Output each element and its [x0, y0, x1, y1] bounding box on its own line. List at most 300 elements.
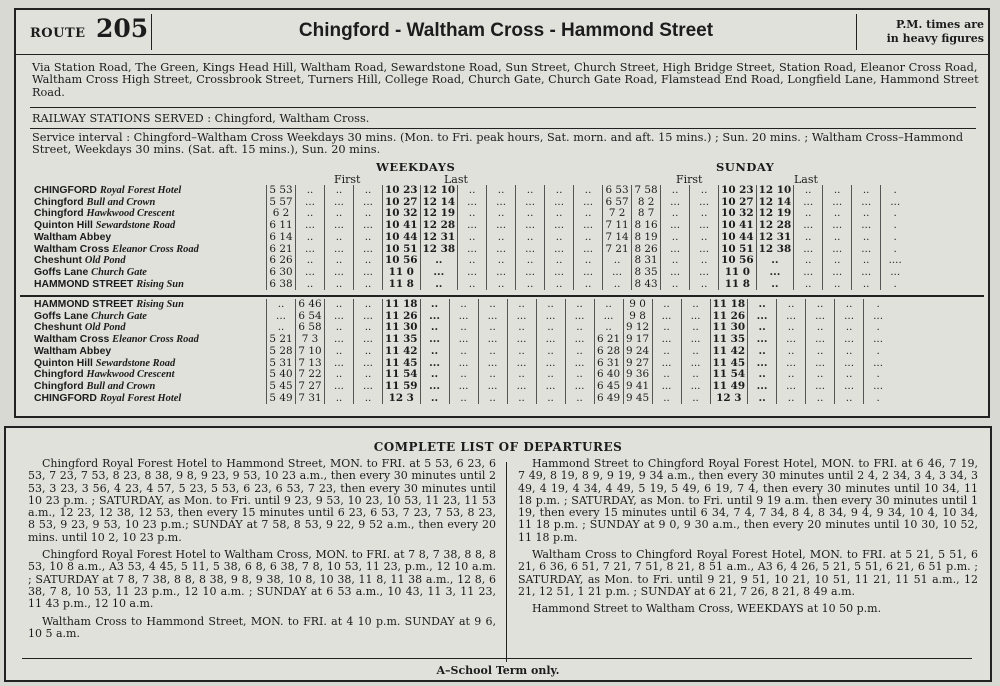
stop-name	[32, 208, 267, 220]
time-cell: ..	[516, 255, 545, 267]
time-cell: ..	[652, 322, 681, 334]
time-cell: 11 35	[383, 334, 421, 346]
time-cell: 5 53	[267, 185, 296, 197]
time-cell: 11 8	[383, 279, 421, 291]
time-cell: ..	[823, 185, 852, 197]
time-cell: ..	[487, 185, 516, 197]
time-cell: 11 59	[383, 381, 421, 393]
departure-paragraph: Waltham Cross to Chingford Royal Forest Hotel, MON. to FRI. at 5 21, 5 51, 6 21, 6 36, 6 51, 7 21, 7 51, 8 21, 8 51 a.m., A3 6, 4 26, 5 21, 5 51, 6 21, 6 51 p.m. ; SATURDAY, as Mon. to Fri. until 9 21, 9 51, 10 21, 10 51, 11 21, 11 51 a.m., 12 21, 12 51, 1 21 p.m. ; SUNDAY at 6 21, 7 26, 8 21, 8 49 a.m.	[518, 548, 978, 598]
time-cell: ...	[794, 220, 823, 232]
time-cell: 7 14	[603, 232, 632, 244]
time-cell: ..	[661, 208, 690, 220]
time-cell: ..	[354, 185, 383, 197]
stop-name	[32, 322, 267, 334]
time-cell: ..	[806, 346, 835, 358]
stop-via: Old Pond	[84, 322, 126, 334]
departure-paragraph: Hammond Street to Chingford Royal Forest Hotel, MON. to FRI. at 6 46, 7 19, 7 49, 8 19, 8 9, 9 19, 9 34 a.m., then every 30 minutes until 2 4, 2 34, 3 4, 3 34, 3 49, 4 19, 4 34, 4 49, 5 19, 5 49, 6 19, 7 4, then every 30 minutes until 10 34, 11 18 p.m. ; SATURDAY, as Mon. to Fri. until 9 19 a.m. then every 30 minutes until 1 19, then every 15 minutes until 6 34, 7 4, 7 34, 8 4, 8 34, 9 4, 9 34, 10 4, 10 34, 11 18 p.m. ; SUNDAY at 9 0, 9 30 a.m., then every 20 minutes until 10 30, 10 52, 11 18 p.m.	[518, 457, 978, 544]
time-cell: ..	[852, 208, 881, 220]
stop-name	[32, 311, 267, 323]
stop-via: Royal Forest Hotel	[99, 392, 182, 404]
time-cell: ...	[487, 220, 516, 232]
time-cell: ..	[325, 369, 354, 381]
time-cell: ..	[823, 255, 852, 267]
stop-name	[32, 279, 267, 291]
header-divider	[151, 14, 152, 50]
footnote: A–School Term only.	[436, 664, 560, 677]
departure-paragraph: Hammond Street to Waltham Cross, WEEKDAYS at 10 50 p.m.	[532, 602, 882, 616]
time-cell: ...	[420, 334, 449, 346]
time-cell: ..	[794, 255, 823, 267]
time-cell: 8 26	[632, 244, 661, 256]
time-cell: ..	[545, 208, 574, 220]
time-cell: ..	[516, 208, 545, 220]
time-cell: ..	[835, 299, 864, 311]
time-cell: ...	[354, 358, 383, 370]
stop-name	[32, 369, 267, 381]
time-cell: ...	[536, 334, 565, 346]
time-cell: ..	[354, 346, 383, 358]
time-cell: 12 28	[420, 220, 458, 232]
time-cell: 5 40	[267, 369, 296, 381]
time-cell: .	[864, 393, 893, 405]
time-cell: ...	[507, 311, 536, 323]
time-cell: ...	[536, 381, 565, 393]
stop-via: Eleanor Cross Road	[112, 243, 199, 255]
time-cell: ..	[690, 185, 719, 197]
time-cell: ..	[449, 369, 478, 381]
time-cell: 10 32	[383, 208, 421, 220]
time-cell: ...	[536, 311, 565, 323]
stop-label: Goffs Lane	[34, 266, 89, 278]
divider	[30, 128, 976, 129]
time-cell: ..	[852, 279, 881, 291]
time-cell: 10 56	[719, 255, 757, 267]
time-cell: ...	[690, 267, 719, 279]
stop-label: HAMMOND STREET	[34, 299, 134, 310]
sunday-first-label: First	[676, 173, 703, 186]
time-cell: 7 2	[603, 208, 632, 220]
time-cell: ...	[681, 311, 710, 323]
time-cell: ...	[420, 311, 449, 323]
timetable-row	[32, 322, 892, 334]
stop-name	[32, 220, 267, 232]
stop-label: Waltham Abbey	[34, 345, 112, 357]
time-cell: ...	[603, 267, 632, 279]
time-cell: ..	[354, 232, 383, 244]
time-cell: ..	[420, 369, 449, 381]
time-cell: ...	[354, 197, 383, 209]
stop-label: Cheshunt	[34, 322, 82, 334]
time-cell: ..	[458, 232, 487, 244]
time-cell: ..	[507, 346, 536, 358]
time-cell: .	[881, 208, 910, 220]
time-cell: ...	[487, 244, 516, 256]
time-cell: ..	[748, 322, 777, 334]
time-cell: ...	[690, 197, 719, 209]
time-cell: ...	[516, 267, 545, 279]
time-cell: 10 23	[719, 185, 757, 197]
time-cell: ..	[594, 299, 623, 311]
stop-via: Hawkwood Crescent	[86, 208, 175, 220]
timetable-row	[32, 232, 909, 244]
time-cell: .	[881, 220, 910, 232]
time-cell: ...	[516, 220, 545, 232]
timetable-row	[32, 185, 909, 197]
time-cell: 11 18	[710, 299, 748, 311]
time-cell: ...	[594, 311, 623, 323]
time-cell: 11 30	[710, 322, 748, 334]
time-cell: ..	[574, 279, 603, 291]
time-cell: 7 3	[296, 334, 325, 346]
time-cell: 6 21	[594, 334, 623, 346]
time-cell: ..	[487, 208, 516, 220]
time-cell: 7 27	[296, 381, 325, 393]
time-cell: ..	[574, 208, 603, 220]
time-cell: ..	[652, 299, 681, 311]
time-cell: 5 31	[267, 358, 296, 370]
time-cell: ...	[325, 334, 354, 346]
time-cell: ..	[449, 346, 478, 358]
time-cell: ..	[325, 322, 354, 334]
railway-stations: RAILWAY STATIONS SERVED : Chingford, Waltham Cross.	[32, 112, 370, 125]
time-cell: 9 0	[623, 299, 652, 311]
time-cell: ...	[296, 197, 325, 209]
time-cell: 11 49	[710, 381, 748, 393]
time-cell: 6 31	[594, 358, 623, 370]
time-cell: ..	[823, 279, 852, 291]
route-via: Via Station Road, The Green, Kings Head Hill, Waltham Road, Sewardstone Road, Sun Street, Church Street, High Bridge Street, Station Road, Eleanor Cross Road, Waltham Cross High Street, Crossbrook Street, Turners Hill, College Road, Church Gate, Church Gate Road, Flamstead End Road, Longfield Lane, Hammond Street Road.	[32, 61, 979, 99]
inbound-timetable	[32, 299, 892, 404]
divider	[30, 107, 976, 108]
time-cell: 7 21	[603, 244, 632, 256]
time-cell: ..	[690, 255, 719, 267]
time-cell: ...	[458, 267, 487, 279]
time-cell: ..	[661, 279, 690, 291]
time-cell: ...	[325, 267, 354, 279]
time-cell: ..	[594, 322, 623, 334]
time-cell: ..	[420, 255, 458, 267]
time-cell: ...	[661, 267, 690, 279]
timetable-row	[32, 220, 909, 232]
time-cell: ..	[777, 346, 806, 358]
time-cell: ...	[864, 334, 893, 346]
time-cell: 9 41	[623, 381, 652, 393]
time-cell: 12 3	[383, 393, 421, 405]
time-cell: ...	[507, 358, 536, 370]
stop-name	[32, 358, 267, 370]
time-cell: 12 38	[756, 244, 794, 256]
time-cell: ...	[835, 358, 864, 370]
time-cell: 6 14	[267, 232, 296, 244]
stop-via: Rising Sun	[136, 299, 184, 310]
time-cell: ..	[354, 255, 383, 267]
time-cell: ..	[565, 299, 594, 311]
departures-left-column	[28, 458, 496, 645]
time-cell: 10 41	[383, 220, 421, 232]
sunday-last-label: Last	[794, 173, 818, 186]
time-cell: 5 57	[267, 197, 296, 209]
weekdays-heading: WEEKDAYS	[376, 160, 456, 174]
time-cell: ..	[325, 299, 354, 311]
time-cell: ...	[354, 381, 383, 393]
time-cell: 8 19	[632, 232, 661, 244]
stop-via: Rising Sun	[136, 278, 184, 290]
time-cell: ...	[354, 311, 383, 323]
time-cell: 6 11	[267, 220, 296, 232]
time-cell: ...	[823, 220, 852, 232]
departure-paragraph: Chingford Royal Forest Hotel to Waltham Cross, MON. to FRI. at 7 8, 7 38, 8 8, 8 53, 10 8 a.m., A3 53, 4 45, 5 11, 5 38, 6 8, 6 38, 7 8, 10 53, 11 23, p.m., 12 10 a.m. ; SATURDAY at 7 8, 7 38, 8 8, 8 38, 9 8, 9 38, 10 8, 10 38, 11 8, 11 38 a.m., 12 8, 6 38, 7 8, 10 53, 11 23 p.m., 12 10 a.m. ; SUNDAY at 6 53 a.m., 10 43, 11 3, 11 23, 11 43 p.m., 12 10 a.m.	[28, 548, 496, 611]
stop-via: Bull and Crown	[86, 380, 156, 392]
stop-via: Sewardstone Road	[95, 220, 176, 232]
timetable-row	[32, 381, 892, 393]
weekdays-first-label: First	[334, 173, 361, 186]
time-cell: 6 21	[267, 244, 296, 256]
time-cell: ...	[296, 220, 325, 232]
time-cell: ..	[545, 279, 574, 291]
time-cell: ...	[794, 267, 823, 279]
time-cell: ...	[354, 267, 383, 279]
time-cell: ..	[507, 369, 536, 381]
time-cell: ..	[478, 322, 507, 334]
time-cell: ...	[478, 311, 507, 323]
outbound-timetable	[32, 185, 909, 290]
time-cell: 10 32	[719, 208, 757, 220]
time-cell: ..	[777, 299, 806, 311]
time-cell: ..	[478, 369, 507, 381]
time-cell: ..	[565, 322, 594, 334]
time-cell: 7 10	[296, 346, 325, 358]
complete-list-title: COMPLETE LIST OF DEPARTURES	[373, 440, 623, 454]
stop-via: Church Gate	[91, 310, 147, 322]
time-cell: 9 27	[623, 358, 652, 370]
time-cell: 6 40	[594, 369, 623, 381]
time-cell: ..	[296, 255, 325, 267]
time-cell: ..	[661, 185, 690, 197]
stop-label: Quinton Hill	[34, 357, 93, 369]
time-cell: ..	[545, 255, 574, 267]
time-cell: ...	[823, 244, 852, 256]
time-cell: ..	[777, 393, 806, 405]
timetable-panel	[14, 8, 990, 418]
time-cell: 11 26	[383, 311, 421, 323]
time-cell: ..	[325, 279, 354, 291]
time-cell: ..	[449, 322, 478, 334]
time-cell: ...	[449, 334, 478, 346]
time-cell: ..	[536, 393, 565, 405]
time-cell: ..	[756, 255, 794, 267]
time-cell: ..	[478, 346, 507, 358]
time-cell: ..	[449, 393, 478, 405]
time-cell: ..	[545, 185, 574, 197]
stop-label: Chingford	[34, 380, 84, 392]
departure-paragraph: Waltham Cross to Hammond Street, MON. to FRI. at 4 10 p.m. SUNDAY at 9 6, 10 5 a.m.	[28, 614, 496, 640]
time-cell: 8 2	[632, 197, 661, 209]
time-cell: 7 31	[296, 393, 325, 405]
time-cell: ...	[574, 244, 603, 256]
stop-label: Quinton Hill	[34, 220, 93, 232]
time-cell: 11 54	[710, 369, 748, 381]
time-cell: ..	[794, 279, 823, 291]
timetable-row	[32, 279, 909, 291]
time-cell: ..	[794, 185, 823, 197]
time-cell: ...	[574, 220, 603, 232]
time-cell: ...	[690, 220, 719, 232]
time-cell: .	[864, 299, 893, 311]
time-cell: ..	[487, 279, 516, 291]
time-cell: ...	[756, 267, 794, 279]
time-cell: ...	[325, 220, 354, 232]
time-cell: ..	[574, 185, 603, 197]
time-cell: ...	[420, 381, 449, 393]
stop-via: Church Gate	[91, 266, 147, 278]
time-cell: ...	[449, 381, 478, 393]
time-cell: ...	[806, 381, 835, 393]
time-cell: ...	[354, 244, 383, 256]
time-cell: ...	[487, 267, 516, 279]
time-cell: 6 38	[267, 279, 296, 291]
stop-name	[32, 255, 267, 267]
time-cell: 5 21	[267, 334, 296, 346]
time-cell: 12 19	[420, 208, 458, 220]
time-cell: ..	[852, 232, 881, 244]
time-cell: ...	[806, 358, 835, 370]
time-cell: 6 28	[594, 346, 623, 358]
timetable-row	[32, 197, 909, 209]
departures-right-column	[518, 458, 978, 621]
time-cell: ..	[835, 369, 864, 381]
time-cell: ..	[354, 279, 383, 291]
time-cell: ..	[565, 393, 594, 405]
time-cell: ..	[458, 279, 487, 291]
time-cell: 10 56	[383, 255, 421, 267]
time-cell: ...	[574, 267, 603, 279]
time-cell: ..	[325, 185, 354, 197]
time-cell: ..	[777, 369, 806, 381]
time-cell: 11 26	[710, 311, 748, 323]
time-cell: 6 58	[296, 322, 325, 334]
time-cell: ...	[325, 381, 354, 393]
time-cell: 7 58	[632, 185, 661, 197]
time-cell: ...	[661, 244, 690, 256]
time-cell: ...	[652, 334, 681, 346]
timetable-row	[32, 393, 892, 405]
time-cell: ..	[823, 232, 852, 244]
time-cell: 6 57	[603, 197, 632, 209]
time-cell: 12 31	[756, 232, 794, 244]
time-cell: 11 42	[383, 346, 421, 358]
time-cell: ...	[681, 334, 710, 346]
pm-note-line: in heavy figures	[886, 32, 984, 45]
time-cell: ..	[354, 322, 383, 334]
time-cell: 10 44	[383, 232, 421, 244]
time-cell: 12 38	[420, 244, 458, 256]
time-cell: ..	[806, 322, 835, 334]
time-cell: ..	[478, 299, 507, 311]
time-cell: ...	[748, 381, 777, 393]
time-cell: 11 0	[719, 267, 757, 279]
time-cell: ...	[325, 311, 354, 323]
time-cell: ...	[661, 197, 690, 209]
time-cell: ..	[458, 208, 487, 220]
time-cell: ...	[681, 381, 710, 393]
time-cell: ..	[777, 322, 806, 334]
time-cell: ..	[681, 346, 710, 358]
time-cell: ..	[536, 299, 565, 311]
time-cell: 11 45	[383, 358, 421, 370]
time-cell: ...	[852, 197, 881, 209]
time-cell: ..	[748, 346, 777, 358]
time-cell: 9 12	[623, 322, 652, 334]
time-cell: ...	[794, 244, 823, 256]
time-cell: ...	[545, 267, 574, 279]
time-cell: ...	[507, 334, 536, 346]
time-cell: ..	[652, 346, 681, 358]
time-cell: ...	[681, 358, 710, 370]
stop-label: Waltham Cross	[34, 243, 110, 255]
direction-divider	[20, 295, 984, 297]
time-cell: ..	[690, 232, 719, 244]
weekdays-last-label: Last	[444, 173, 468, 186]
stop-label: HAMMOND STREET	[34, 278, 134, 290]
time-cell: ..	[487, 232, 516, 244]
column-divider	[506, 462, 507, 662]
time-cell: ..	[835, 322, 864, 334]
time-cell: ..	[296, 185, 325, 197]
time-cell: ...	[852, 267, 881, 279]
timetable-row	[32, 244, 909, 256]
time-cell: 8 43	[632, 279, 661, 291]
time-cell: 11 54	[383, 369, 421, 381]
timetable-row	[32, 369, 892, 381]
time-cell: 9 17	[623, 334, 652, 346]
time-cell: ..	[794, 232, 823, 244]
time-cell: .	[864, 369, 893, 381]
time-cell: ..	[681, 299, 710, 311]
time-cell: 6 30	[267, 267, 296, 279]
time-cell: 8 16	[632, 220, 661, 232]
route-title: Chingford - Waltham Cross - Hammond Street	[298, 20, 714, 41]
time-cell: ...	[449, 311, 478, 323]
time-cell: 9 24	[623, 346, 652, 358]
route-label: ROUTE	[30, 26, 86, 41]
time-cell: ...	[516, 244, 545, 256]
time-cell: 12 14	[756, 197, 794, 209]
time-cell: ..	[516, 279, 545, 291]
time-cell: ..	[835, 393, 864, 405]
pm-note	[858, 18, 988, 46]
time-cell: ...	[507, 381, 536, 393]
time-cell: ..	[681, 369, 710, 381]
time-cell: ..	[835, 346, 864, 358]
time-cell: 11 0	[383, 267, 421, 279]
time-cell: ...	[777, 381, 806, 393]
time-cell: 11 42	[710, 346, 748, 358]
time-cell: ...	[458, 244, 487, 256]
time-cell: ...	[296, 244, 325, 256]
time-cell: 6 54	[296, 311, 325, 323]
time-cell: ..	[458, 255, 487, 267]
time-cell: ...	[852, 244, 881, 256]
time-cell: ...	[835, 381, 864, 393]
time-cell: 5 49	[267, 393, 296, 405]
time-cell: ...	[777, 311, 806, 323]
time-cell: 6 49	[594, 393, 623, 405]
time-cell: 8 35	[632, 267, 661, 279]
time-cell: ..	[354, 208, 383, 220]
time-cell: 8 31	[632, 255, 661, 267]
stop-via: Old Pond	[84, 255, 126, 267]
time-cell: ..	[690, 208, 719, 220]
